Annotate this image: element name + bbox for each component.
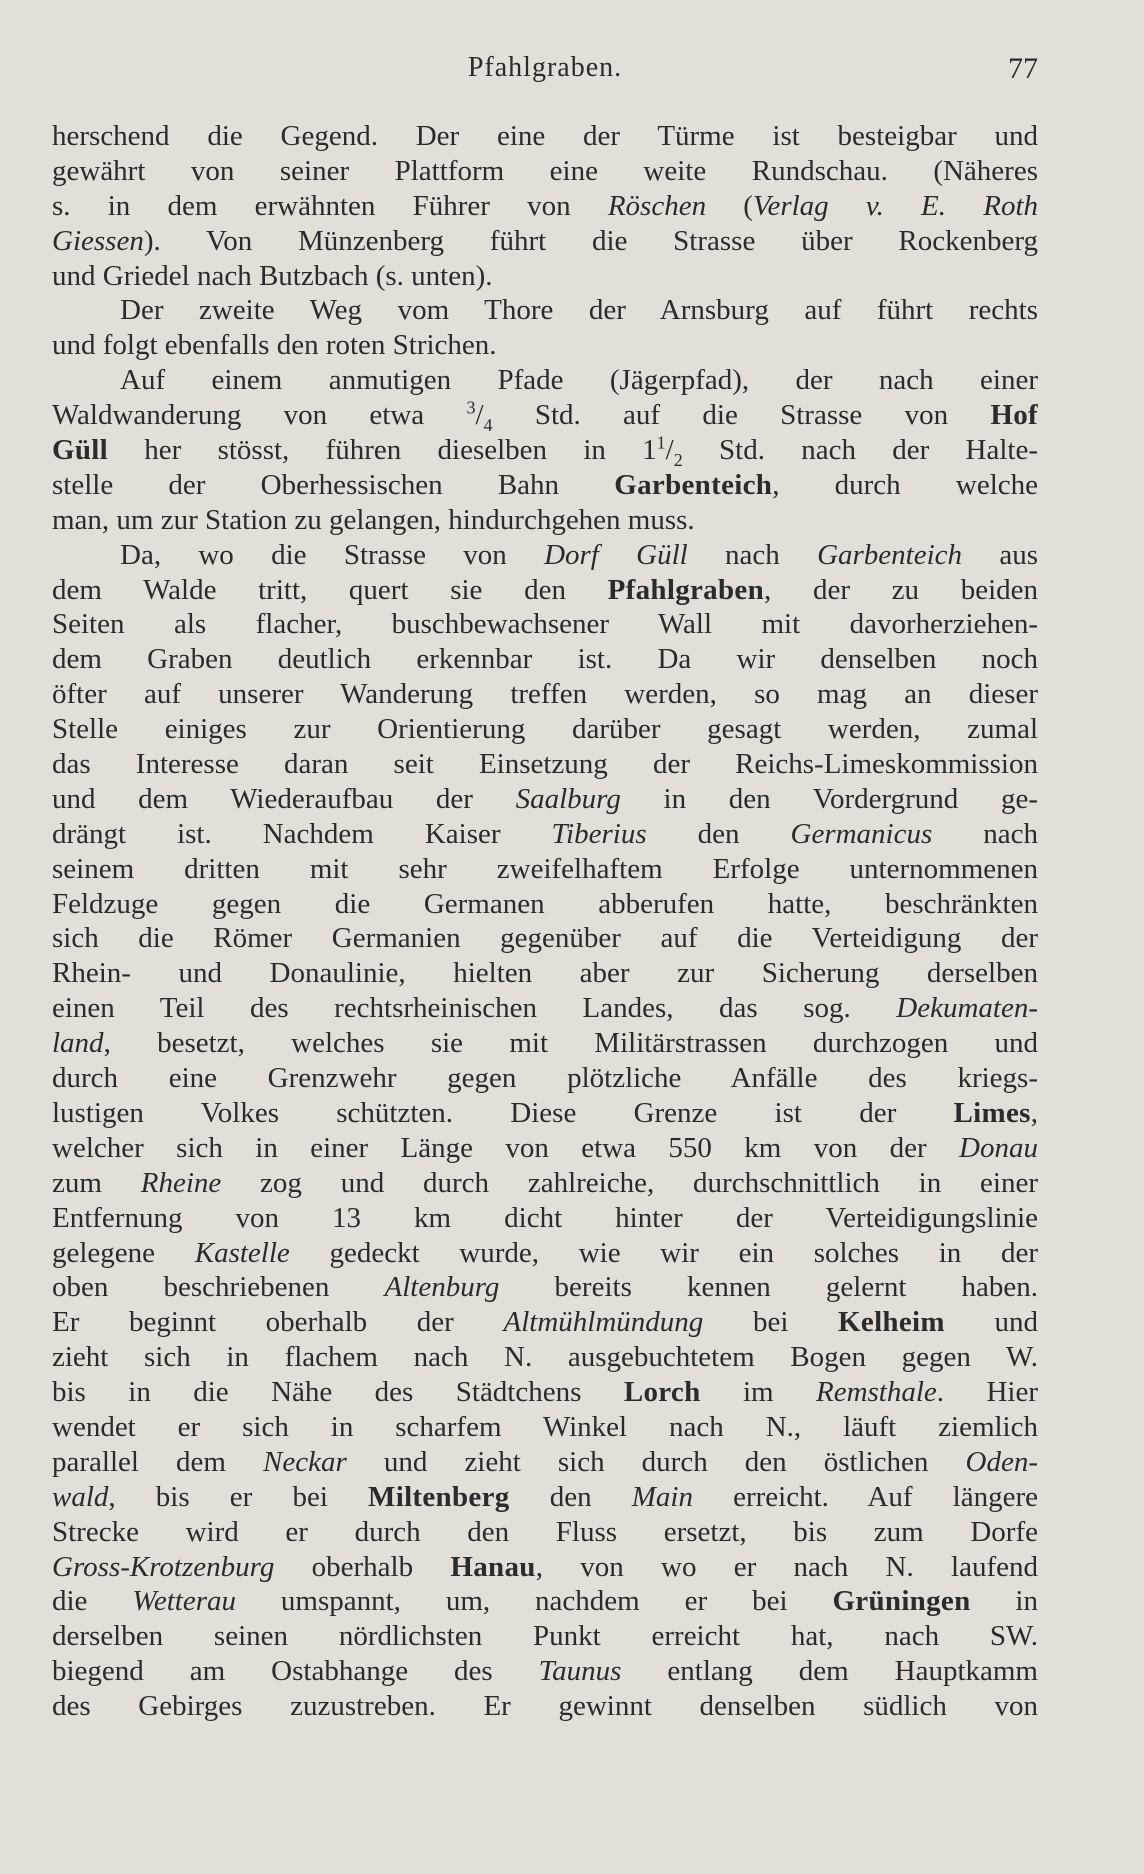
italic-term: Gross-Krotzenburg [52, 1550, 275, 1583]
text-line [52, 154, 1038, 189]
text-segment: und [944, 1306, 1038, 1339]
text-segment: entlang dem Hauptkamm [621, 1655, 1038, 1688]
text-line [52, 224, 1038, 259]
text-line [52, 1619, 1038, 1654]
text-line [52, 328, 1038, 363]
text-line [52, 1515, 1038, 1550]
text-segment: 3 [466, 398, 476, 418]
text-segment: , von wo er nach N. laufend [535, 1550, 1038, 1583]
text-segment: öfter auf unserer Wanderung treffen werden, so mag an dieser [52, 678, 1038, 711]
text-segment: , durch welche [772, 468, 1038, 501]
text-segment: ( [706, 189, 753, 222]
text-line [52, 1236, 1038, 1271]
italic-term: Verlag v. E. Roth [752, 189, 1038, 222]
text-segment: Seiten als flacher, buschbewachsener Wall mit davorherziehen- [52, 608, 1038, 641]
text-segment: sich die Römer Germanien gegenüber auf die Verteidigung der [52, 922, 1038, 955]
italic-term: Wetterau [132, 1585, 236, 1618]
text-line [52, 1654, 1038, 1689]
text-segment: nach [687, 538, 818, 571]
text-segment: und folgt ebenfalls den roten Strichen. [52, 329, 497, 362]
text-segment: und dem Wiederaufbau der [52, 782, 516, 815]
text-segment: derselben seinen nördlichsten Punkt erreicht hat, nach SW. [52, 1620, 1038, 1653]
italic-term: Oden- [965, 1445, 1038, 1478]
text-line [52, 363, 1038, 398]
text-segment: zieht sich in flachem nach N. ausgebuchtetem Bogen gegen W. [52, 1341, 1038, 1374]
text-segment: . Hier [936, 1376, 1038, 1409]
text-segment: welcher sich in einer Länge von etwa 550 km von der [52, 1131, 960, 1164]
text-segment: Strecke wird er durch den Fluss ersetzt, bis zum Dorfe [52, 1515, 1038, 1548]
spaced-term: Grüningen [832, 1585, 971, 1618]
text-segment: erreicht. Auf längere [692, 1480, 1038, 1513]
text-line [52, 1445, 1038, 1480]
text-line [52, 503, 1038, 538]
italic-term: Taunus [538, 1655, 622, 1688]
text-segment: / [665, 434, 674, 467]
text-segment: dem Graben deutlich erkennbar ist. Da wir denselben noch [52, 643, 1038, 676]
text-segment: das Interesse daran seit Einsetzung der Reichs-Limeskommission [52, 748, 1038, 781]
text-line [52, 1689, 1038, 1724]
italic-term: Altmühlmündung [503, 1306, 704, 1339]
text-line [52, 1061, 1038, 1096]
running-title: Pfahlgraben. [467, 52, 623, 83]
text-segment: den [646, 817, 791, 850]
text-line [52, 1550, 1038, 1585]
text-segment: / [475, 399, 484, 432]
text-segment: ). Von Münzenberg führt die Strasse über Rockenberg [143, 224, 1038, 257]
text-segment: stelle der Oberhessischen Bahn [52, 468, 615, 501]
text-line [52, 1166, 1038, 1201]
text-segment: man, um zur Station zu gelangen, hindurchgehen muss. [52, 503, 695, 536]
text-segment: Auf einem anmutigen Pfade (Jägerpfad), der nach einer [120, 364, 1038, 397]
text-segment: , bis er bei [108, 1480, 369, 1513]
text-segment: Waldwanderung von etwa [52, 399, 467, 432]
text-segment: Std. auf die Strasse von [492, 399, 991, 432]
italic-term: Röschen [607, 189, 707, 222]
italic-term: Dekumaten- [896, 992, 1038, 1025]
text-segment: bereits kennen gelernt haben. [499, 1271, 1038, 1304]
italic-term: Kastelle [194, 1236, 290, 1269]
text-segment: , besetzt, welches sie mit Militärstrassen durchzogen und [103, 1027, 1038, 1060]
text-segment: Feldzuge gegen die Germanen abberufen hatte, beschränkten [52, 887, 1038, 920]
italic-term: Saalburg [515, 782, 621, 815]
text-segment: Rhein- und Donaulinie, hielten aber zur Sicherung derselben [52, 957, 1038, 990]
text-segment: Entfernung von 13 km dicht hinter der Verteidigungslinie [52, 1201, 1038, 1234]
text-segment: in den Vordergrund ge- [620, 782, 1038, 815]
text-line [52, 119, 1038, 154]
text-line [52, 1305, 1038, 1340]
text-line [52, 1584, 1038, 1619]
text-segment: und Griedel nach Butzbach (s. unten). [52, 259, 493, 292]
text-segment: durch eine Grenzwehr gegen plötzliche Anfälle des kriegs- [52, 1062, 1038, 1095]
text-segment: Std. nach der Halte- [682, 434, 1038, 467]
text-segment: drängt ist. Nachdem Kaiser [52, 817, 552, 850]
text-line [52, 1270, 1038, 1305]
text-segment: Stelle einiges zur Orientierung darüber gesagt werden, zumal [52, 713, 1038, 746]
text-line [52, 1375, 1038, 1410]
text-segment: umspannt, um, nachdem er bei [235, 1585, 833, 1618]
text-line [52, 1131, 1038, 1166]
spaced-term: Pfahlgraben [607, 573, 765, 606]
text-segment: die [52, 1585, 133, 1618]
text-segment: dem Walde tritt, quert sie den [52, 573, 608, 606]
text-line [52, 398, 1038, 433]
text-segment: den [509, 1480, 632, 1513]
italic-term: Altenburg [384, 1271, 500, 1304]
spaced-term: Lorch [623, 1376, 701, 1409]
italic-term: Neckar [263, 1445, 347, 1478]
text-line [52, 677, 1038, 712]
spaced-term: Kelheim [838, 1306, 945, 1339]
text-segment: gedeckt wurde, wie wir ein solches in der [289, 1236, 1038, 1269]
italic-term: Rheine [140, 1166, 222, 1199]
text-line [52, 887, 1038, 922]
text-line [52, 607, 1038, 642]
italic-term: Giessen [52, 224, 144, 257]
text-segment: nach [932, 817, 1038, 850]
italic-term: Germanicus [790, 817, 933, 850]
text-line [52, 991, 1038, 1026]
text-segment: und zieht sich durch den östlichen [346, 1445, 966, 1478]
text-segment: Er beginnt oberhalb der [52, 1306, 504, 1339]
text-line [52, 433, 1038, 468]
spaced-term: Hanau [450, 1550, 536, 1583]
text-segment: im [700, 1376, 816, 1409]
text-line [52, 642, 1038, 677]
italic-term: Main [631, 1480, 693, 1513]
text-line [52, 1026, 1038, 1061]
text-segment: zum [52, 1166, 141, 1199]
italic-term: Remsthale [815, 1376, 937, 1409]
text-segment: Der zweite Weg vom Thore der Arnsburg auf führt rechts [120, 294, 1038, 327]
text-line [52, 747, 1038, 782]
text-segment: wendet er sich in scharfem Winkel nach N., läuft ziemlich [52, 1410, 1038, 1443]
text-segment: , der zu beiden [764, 573, 1038, 606]
italic-term: Dorf Güll [544, 538, 688, 571]
text-segment: bei [703, 1306, 839, 1339]
spaced-term: Limes [953, 1096, 1031, 1129]
text-line [52, 468, 1038, 503]
italic-term: Donau [959, 1131, 1038, 1164]
text-line [52, 1096, 1038, 1131]
spaced-term: Güll [52, 434, 108, 467]
text-line [52, 1410, 1038, 1445]
spaced-term: Garbenteich [614, 468, 773, 501]
italic-term: land [52, 1027, 104, 1060]
text-segment: 4 [483, 414, 493, 434]
text-segment: Da, wo die Strasse von [120, 538, 545, 571]
text-segment: lustigen Volkes schützten. Diese Grenze ist der [52, 1096, 954, 1129]
text-line [52, 1480, 1038, 1515]
spaced-term: Hof [990, 399, 1038, 432]
text-segment: des Gebirges zuzustreben. Er gewinnt denselben südlich von [52, 1690, 1038, 1723]
text-segment: oberhalb [274, 1550, 451, 1583]
page-header [52, 52, 1038, 92]
text-segment: in [970, 1585, 1038, 1618]
text-line [52, 852, 1038, 887]
text-segment: bis in die Nähe des Städtchens [52, 1376, 624, 1409]
text-line [52, 817, 1038, 852]
italic-term: wald [52, 1480, 109, 1513]
text-segment: oben beschriebenen [52, 1271, 385, 1304]
text-line [52, 712, 1038, 747]
text-segment: parallel dem [52, 1445, 264, 1478]
text-line [52, 573, 1038, 608]
text-segment: zog und durch zahlreiche, durchschnittlich in einer [221, 1166, 1038, 1199]
text-segment: biegend am Ostabhange des [52, 1655, 539, 1688]
text-line [52, 1340, 1038, 1375]
text-line [52, 956, 1038, 991]
text-segment: seinem dritten mit sehr zweifelhaftem Erfolge unternommenen [52, 852, 1038, 885]
text-segment: gewährt von seiner Plattform eine weite Rundschau. (Näheres [52, 154, 1038, 187]
text-segment: herschend die Gegend. Der eine der Türme ist besteigbar und [52, 120, 1038, 152]
text-segment: einen Teil des rechtsrheinischen Landes, das sog. [52, 992, 897, 1025]
text-line [52, 538, 1038, 573]
text-segment: gelegene [52, 1236, 195, 1269]
text-line [52, 1201, 1038, 1236]
page-number: 77 [1008, 52, 1038, 85]
text-segment: her stösst, führen dieselben in 1 [108, 434, 657, 467]
text-segment: aus [962, 538, 1038, 571]
text-line [52, 782, 1038, 817]
italic-term: Tiberius [551, 817, 647, 850]
text-line [52, 259, 1038, 294]
text-segment: s. in dem erwähnten Führer von [52, 189, 608, 222]
text-segment: 2 [673, 449, 683, 468]
text-line [52, 921, 1038, 956]
text-line [52, 293, 1038, 328]
spaced-term: Miltenberg [368, 1480, 510, 1513]
italic-term: Garbenteich [817, 538, 963, 571]
text-segment: , [1030, 1096, 1038, 1129]
text-segment: 1 [656, 433, 666, 453]
body-text [52, 119, 1038, 1724]
text-line [52, 189, 1038, 224]
